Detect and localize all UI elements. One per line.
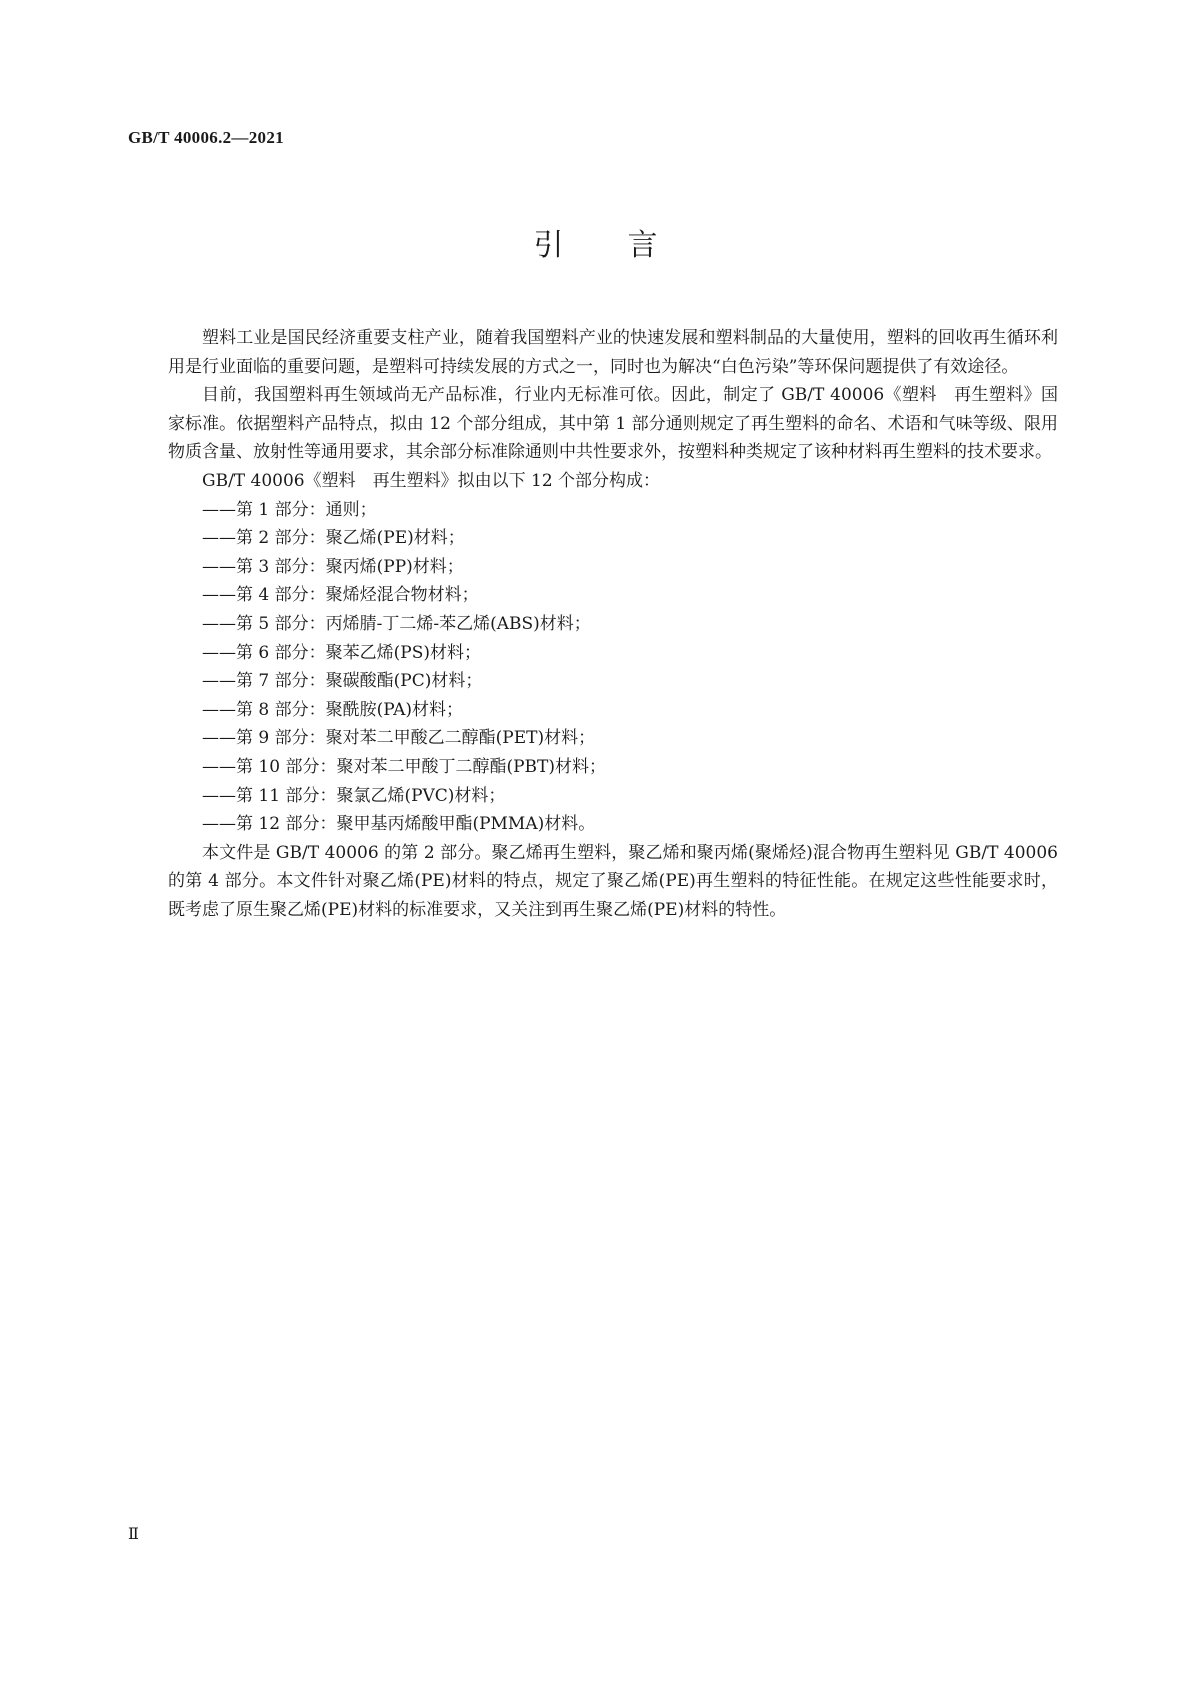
introduction-body bbox=[168, 324, 1058, 924]
list-item: ——第 7 部分：聚碳酸酯(PC)材料； bbox=[202, 671, 483, 692]
document-code: GB/T 40006.2—2021 bbox=[128, 128, 284, 147]
list-item: ——第 4 部分：聚烯烃混合物材料； bbox=[202, 585, 479, 606]
list-item: ——第 12 部分：聚甲基丙烯酸甲酯(PMMA)材料。 bbox=[202, 814, 596, 835]
closing-paragraph: 本文件是 GB/T 40006 的第 2 部分。聚乙烯再生塑料，聚乙烯和聚丙烯(聚烯烃)混合物再生塑料见 GB/T 40006 的第 4 部分。本文件针对聚乙烯(PE)材料的特点，规定了聚乙烯(PE)再生塑料的特征性能。在规定这些性能要求时，既考虑了原生聚乙烯(PE)材料的标准要求，又关注到再生聚乙烯(PE)材料的特性。 bbox=[168, 842, 1058, 920]
intro-paragraph-1: 塑料工业是国民经济重要支柱产业，随着我国塑料产业的快速发展和塑料制品的大量使用，塑料的回收再生循环利用是行业面临的重要问题，是塑料可持续发展的方式之一，同时也为解决“白色污染”等环保问题提供了有效途径。 bbox=[168, 328, 1058, 377]
list-item: ——第 1 部分：通则； bbox=[202, 499, 377, 520]
list-item: ——第 10 部分：聚对苯二甲酸丁二醇酯(PBT)材料； bbox=[202, 756, 606, 777]
list-item: ——第 5 部分：丙烯腈-丁二烯-苯乙烯(ABS)材料； bbox=[202, 613, 591, 634]
parts-list bbox=[168, 496, 1058, 839]
list-item: ——第 8 部分：聚酰胺(PA)材料； bbox=[202, 699, 464, 720]
list-item: ——第 11 部分：聚氯乙烯(PVC)材料； bbox=[202, 785, 506, 806]
list-item: ——第 9 部分：聚对苯二甲酸乙二醇酯(PET)材料； bbox=[202, 728, 596, 749]
intro-paragraph-3: GB/T 40006《塑料 再生塑料》拟由以下 12 个部分构成： bbox=[202, 470, 661, 491]
list-item: ——第 3 部分：聚丙烯(PP)材料； bbox=[202, 556, 464, 577]
list-item: ——第 6 部分：聚苯乙烯(PS)材料； bbox=[202, 642, 481, 663]
page-number: Ⅱ bbox=[128, 1526, 139, 1543]
intro-paragraph-2: 目前，我国塑料再生领域尚无产品标准，行业内无标准可依。因此，制定了 GB/T 40006《塑料 再生塑料》国家标准。依据塑料产品特点，拟由 12 个部分组成，其中第 1 部分通则规定了再生塑料的命名、术语和气味等级、限用物质含量、放射性等通用要求，其余部分标准除通则中共性要求外，按塑料种类规定了该种材料再生塑料的技术要求。 bbox=[168, 385, 1058, 463]
list-item: ——第 2 部分：聚乙烯(PE)材料； bbox=[202, 528, 465, 549]
section-title: 引言 bbox=[533, 228, 722, 263]
